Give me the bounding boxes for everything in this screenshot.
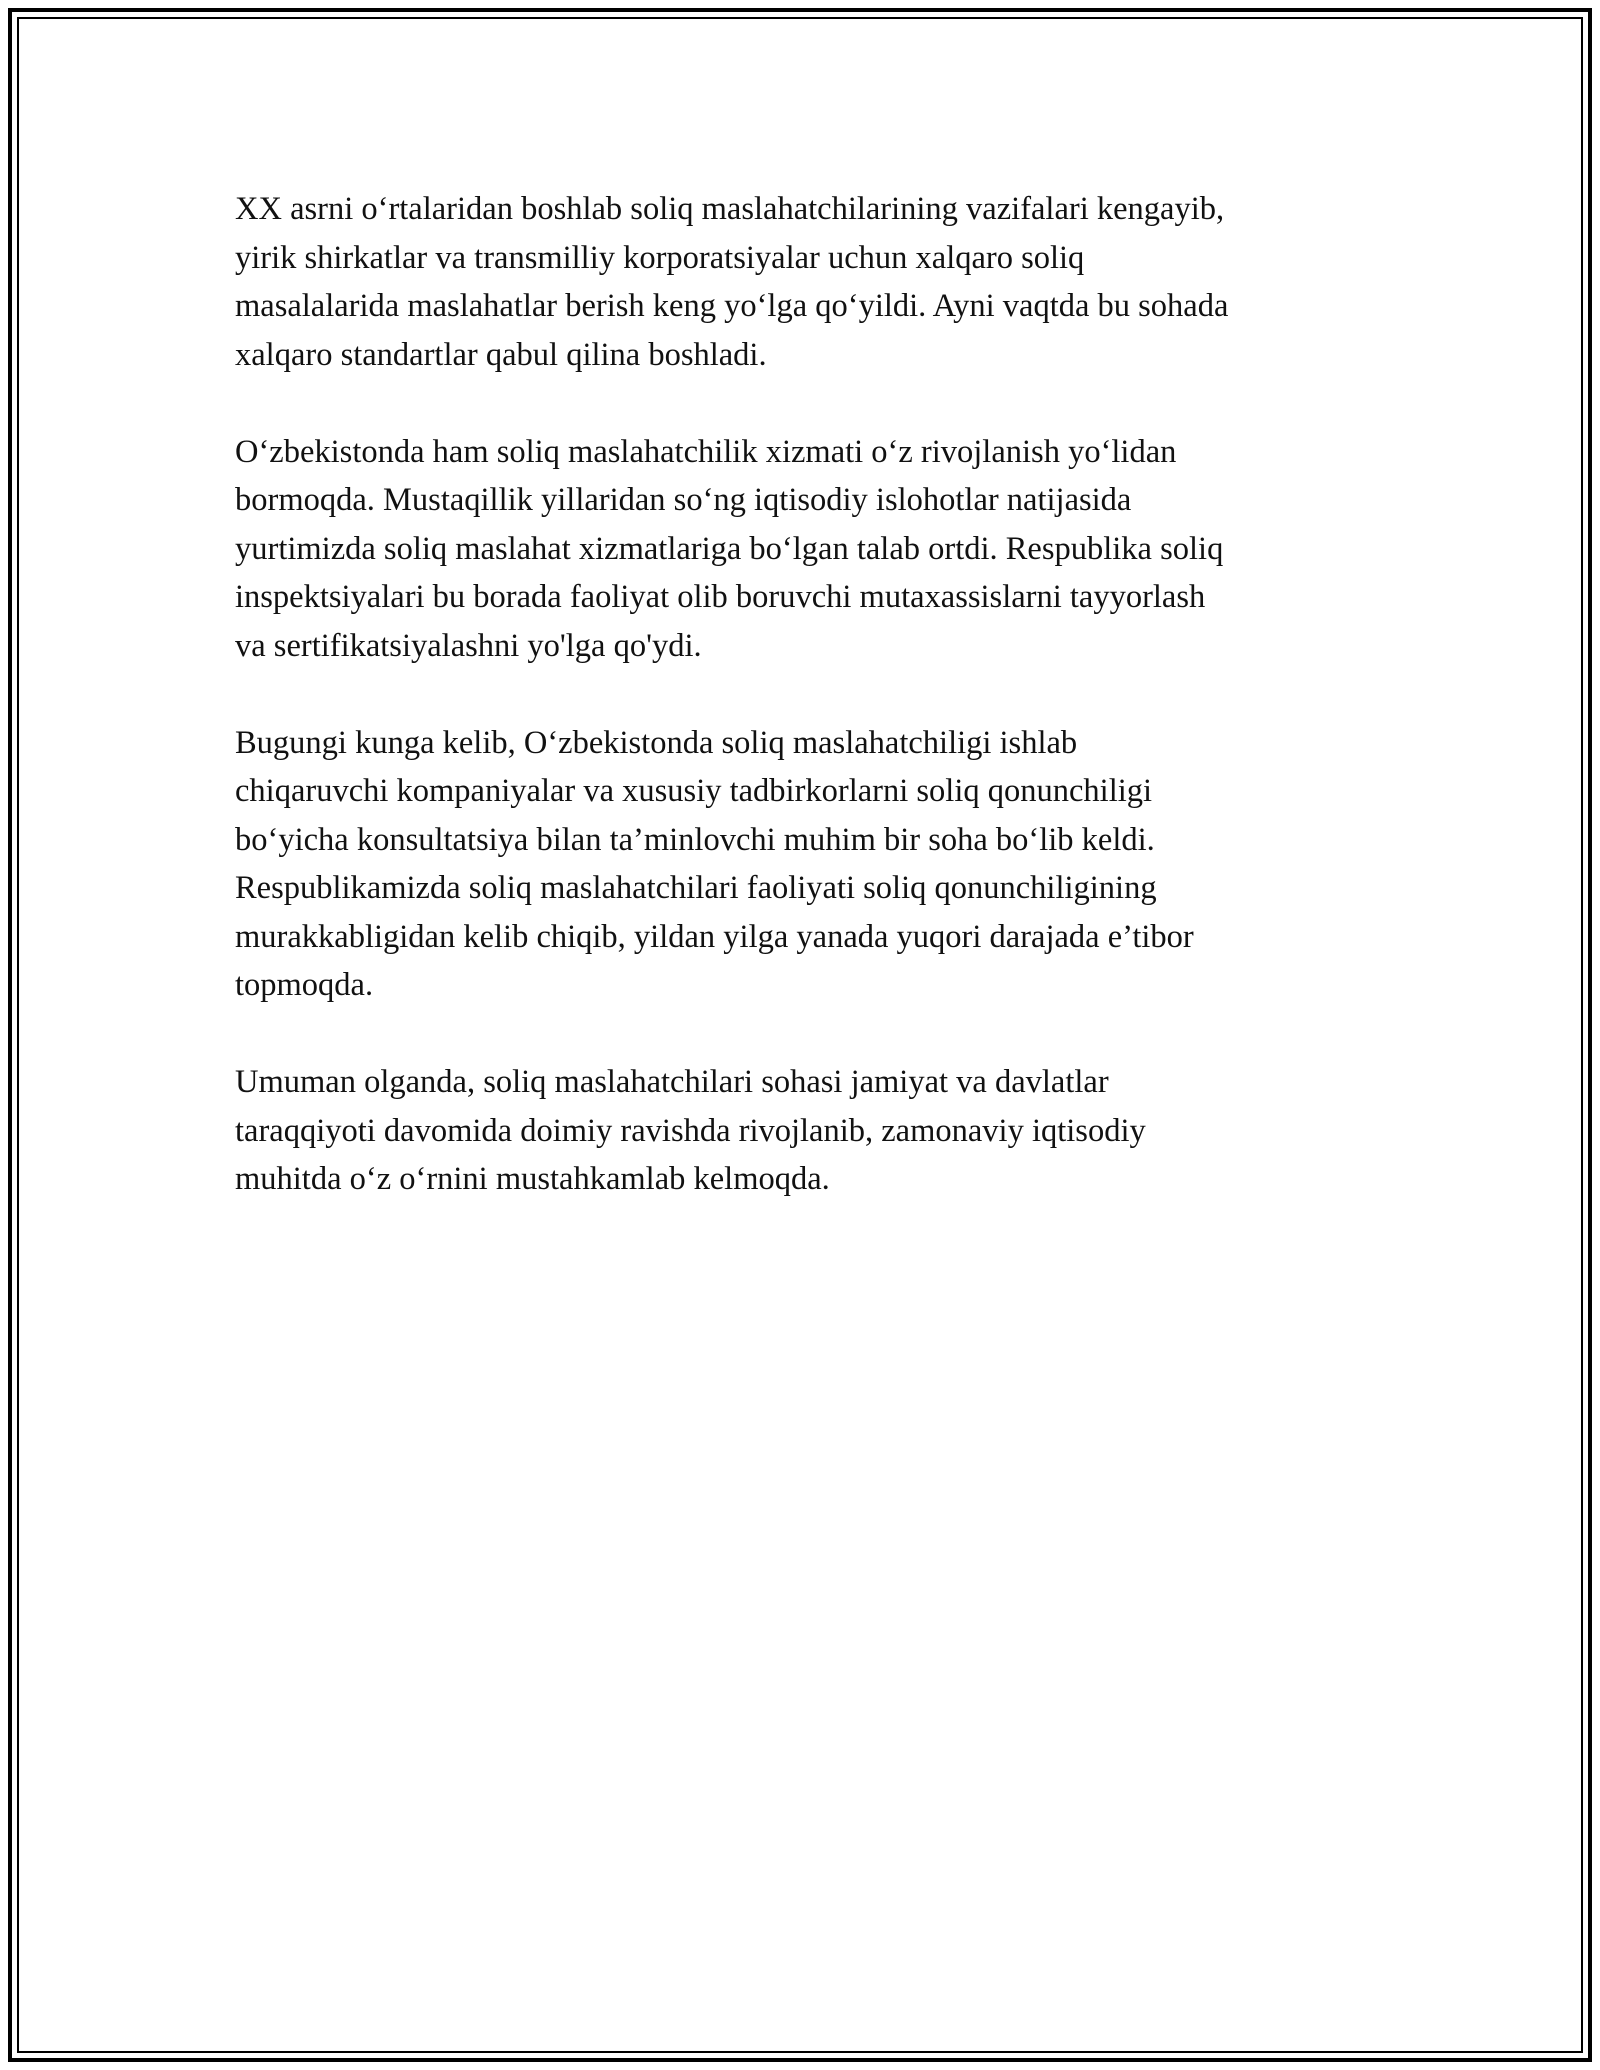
text-line: Bugungi kunga kelib, O‘zbekistonda soliq maslahatchiligi ishlab: [235, 724, 1078, 761]
text-line: taraqqiyoti davomida doimiy ravishda rivojlanib, zamonaviy iqtisodiy: [235, 1112, 1146, 1149]
text-line: bormoqda. Mustaqillik yillaridan so‘ng iqtisodiy islohotlar natijasida: [235, 482, 1132, 518]
paragraph-2: [235, 428, 1370, 671]
text-line: Respublikamizda soliq maslahatchilari faoliyati soliq qonunchiligining: [235, 870, 1157, 906]
paragraph-3: [235, 719, 1370, 1010]
text-line: chiqaruvchi kompaniyalar va xususiy tadbirkorlarni soliq qonunchiligi: [235, 773, 1153, 809]
text-line: XX asrni o‘rtalaridan boshlab soliq maslahatchilarining vazifalari kengayib,: [235, 191, 1225, 227]
text-line: inspektsiyalari bu borada faoliyat olib boruvchi mutaxassislarni tayyorlash: [235, 579, 1206, 615]
text-line: murakkabligidan kelib chiqib, yildan yilga yanada yuqori darajada e’tibor: [235, 918, 1194, 955]
text-line: O‘zbekistonda ham soliq maslahatchilik xizmati o‘z rivojlanish yo‘lidan: [235, 433, 1177, 470]
text-line: xalqaro standartlar qabul qilina boshladi.: [235, 336, 767, 373]
text-line: yirik shirkatlar va transmilliy korporatsiyalar uchun xalqaro soliq: [235, 239, 1085, 276]
text-line: masalalarida maslahatlar berish keng yo‘lga qo‘yildi. Ayni vaqtda bu sohada: [235, 288, 1229, 324]
text-line: bo‘yicha konsultatsiya bilan ta’minlovchi muhim bir soha bo‘lib keldi.: [235, 821, 1155, 858]
paragraph-4: [235, 1058, 1370, 1204]
text-line: topmoqda.: [235, 967, 374, 1003]
paragraph-1: [235, 185, 1370, 379]
text-line: yurtimizda soliq maslahat xizmatlariga bo‘lgan talab ortdi. Respublika soliq: [235, 530, 1224, 567]
text-line: va sertifikatsiyalashni yo'lga qo'ydi.: [235, 627, 702, 664]
document-body: [235, 185, 1370, 1252]
text-line: Umuman olganda, soliq maslahatchilari sohasi jamiyat va davlatlar: [235, 1064, 1109, 1100]
text-line: muhitda o‘z o‘rnini mustahkamlab kelmoqda.: [235, 1161, 830, 1197]
